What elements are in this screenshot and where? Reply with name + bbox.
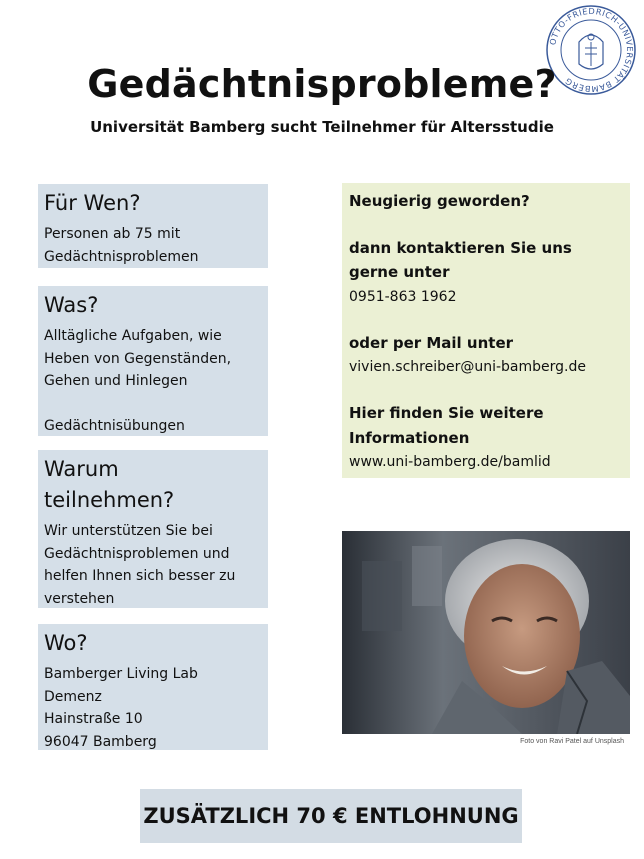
svg-text:OTTO-FRIEDRICH-UNIVERSITÄT BAM: OTTO-FRIEDRICH-UNIVERSITÄT BAMBERG	[547, 5, 636, 95]
box-heading: Warum teilnehmen?	[44, 457, 175, 512]
box-where	[38, 624, 268, 750]
box-what	[38, 286, 268, 436]
contact-website-link[interactable]: www.uni-bamberg.de/bamlid	[349, 454, 551, 470]
box-heading: Wo?	[44, 631, 88, 655]
contact-call-label: dann kontaktieren Sie uns gerne unter	[349, 238, 572, 281]
senior-woman-photo	[342, 531, 630, 734]
box-why	[38, 450, 268, 608]
contact-email-link[interactable]: vivien.schreiber@uni-bamberg.de	[349, 359, 586, 375]
contact-phone[interactable]: 0951-863 1962	[349, 288, 457, 305]
contact-info-label: Hier finden Sie weitere Informationen	[349, 404, 544, 447]
box-heading: Was?	[44, 293, 99, 317]
payment-banner: ZUSÄTZLICH 70 € ENTLOHNUNG	[140, 789, 522, 843]
photo-credit: Foto von Ravi Patel auf Unsplash	[520, 738, 624, 745]
box-text: Alltägliche Aufgaben, wie Heben von Gegenständen, Gehen und Hinlegen Gedächtnisübungen	[44, 328, 232, 434]
contact-panel	[342, 183, 630, 478]
box-for-whom	[38, 184, 268, 268]
box-text: Personen ab 75 mit Gedächtnisproblemen	[44, 226, 199, 265]
page-subtitle: Universität Bamberg sucht Teilnehmer für Altersstudie	[90, 118, 554, 136]
contact-mail-label: oder per Mail unter	[349, 333, 514, 352]
box-text: Bamberger Living Lab Demenz Hainstraße 10 96047 Bamberg	[44, 666, 198, 750]
contact-intro: Neugierig geworden?	[349, 192, 530, 210]
box-text: Wir unterstützen Sie bei Gedächtnisproblemen und helfen Ihnen sich besser zu verstehen	[44, 523, 236, 607]
page-title: Gedächtnisprobleme?	[87, 62, 557, 106]
box-heading: Für Wen?	[44, 191, 141, 215]
